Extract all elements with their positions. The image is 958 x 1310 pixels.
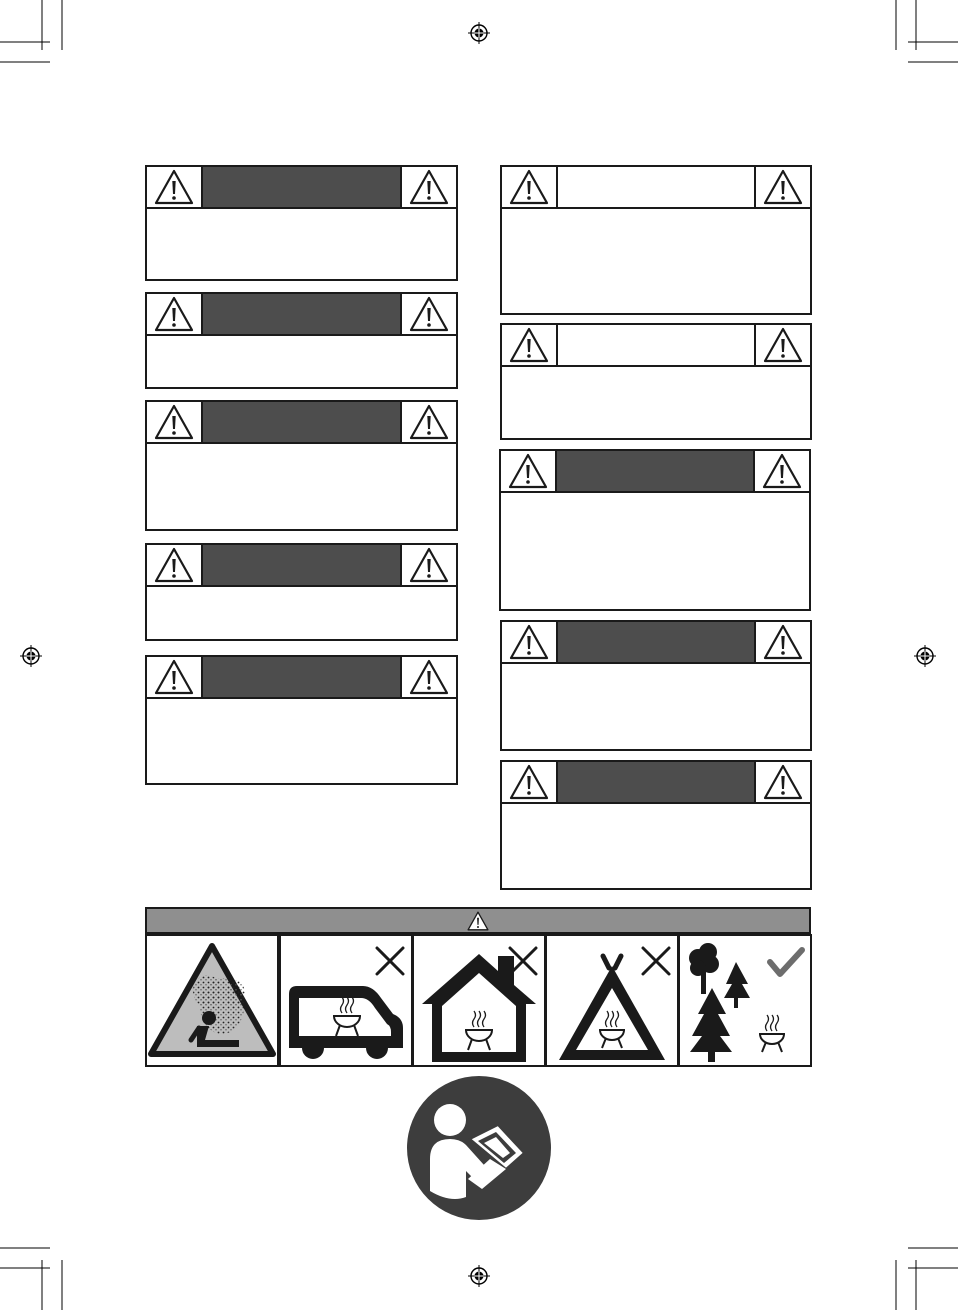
warning-triangle-icon bbox=[400, 657, 456, 697]
warning-triangle-icon bbox=[502, 622, 558, 662]
warning-title-bar bbox=[203, 167, 400, 207]
grill-outdoors-icon bbox=[680, 936, 810, 1065]
warning-triangle-icon bbox=[754, 762, 810, 802]
warning-triangle-icon bbox=[502, 167, 558, 207]
pictogram-tent bbox=[545, 934, 679, 1067]
warning-triangle-icon bbox=[754, 622, 810, 662]
read-manual-icon bbox=[406, 1075, 552, 1221]
grill-in-vehicle-icon bbox=[281, 936, 411, 1065]
warning-box bbox=[145, 292, 458, 389]
warning-triangle-icon bbox=[147, 657, 203, 697]
warning-box bbox=[145, 655, 458, 785]
carbon-monoxide-poisoning-icon bbox=[147, 936, 277, 1065]
warning-header bbox=[147, 545, 456, 587]
warning-triangle-icon bbox=[753, 451, 809, 491]
registration-mark-icon bbox=[20, 645, 42, 667]
warning-title-bar bbox=[557, 451, 753, 491]
warning-triangle-icon bbox=[501, 451, 557, 491]
grill-in-tent-icon bbox=[547, 936, 677, 1065]
warning-triangle-icon bbox=[147, 402, 203, 442]
registration-mark-icon bbox=[914, 645, 936, 667]
caution-box bbox=[500, 165, 812, 315]
warning-box bbox=[145, 165, 458, 281]
warning-title-bar bbox=[558, 622, 754, 662]
warning-box bbox=[145, 543, 458, 641]
warning-triangle-icon bbox=[147, 545, 203, 585]
warning-header bbox=[502, 622, 810, 664]
warning-header bbox=[147, 167, 456, 209]
warning-triangle-icon bbox=[400, 167, 456, 207]
warning-triangle-icon bbox=[147, 294, 203, 334]
pictogram-house bbox=[412, 934, 546, 1067]
registration-mark-icon bbox=[468, 1265, 490, 1287]
warning-header bbox=[147, 657, 456, 699]
grill-in-house-icon bbox=[414, 936, 544, 1065]
warning-triangle-icon bbox=[502, 325, 558, 365]
caution-title-bar bbox=[558, 167, 754, 207]
warning-header bbox=[502, 762, 810, 804]
warning-box bbox=[500, 760, 812, 890]
warning-title-bar bbox=[203, 294, 400, 334]
warning-header bbox=[147, 294, 456, 336]
pictogram-vehicle bbox=[279, 934, 413, 1067]
registration-mark-icon bbox=[468, 22, 490, 44]
caution-header bbox=[502, 167, 810, 209]
warning-triangle-icon bbox=[400, 294, 456, 334]
pictogram-outdoors bbox=[678, 934, 812, 1067]
warning-title-bar bbox=[558, 762, 754, 802]
warning-triangle-icon bbox=[502, 762, 558, 802]
warning-header bbox=[501, 451, 809, 493]
warning-title-bar bbox=[203, 402, 400, 442]
warning-triangle-icon bbox=[400, 402, 456, 442]
warning-title-bar bbox=[203, 657, 400, 697]
warning-triangle-icon bbox=[467, 911, 489, 931]
warning-triangle-icon bbox=[400, 545, 456, 585]
caution-box bbox=[500, 323, 812, 440]
warning-triangle-icon bbox=[754, 325, 810, 365]
warning-box bbox=[499, 449, 811, 611]
warning-triangle-icon bbox=[754, 167, 810, 207]
warning-header bbox=[147, 402, 456, 444]
checkmark-icon bbox=[770, 950, 802, 974]
caution-title-bar bbox=[558, 325, 754, 365]
warning-triangle-icon bbox=[147, 167, 203, 207]
warning-box bbox=[500, 620, 812, 751]
warning-title-bar bbox=[203, 545, 400, 585]
pictogram-co-poisoning bbox=[145, 934, 279, 1067]
caution-header bbox=[502, 325, 810, 367]
pictogram-banner bbox=[145, 907, 811, 934]
warning-box bbox=[145, 400, 458, 531]
